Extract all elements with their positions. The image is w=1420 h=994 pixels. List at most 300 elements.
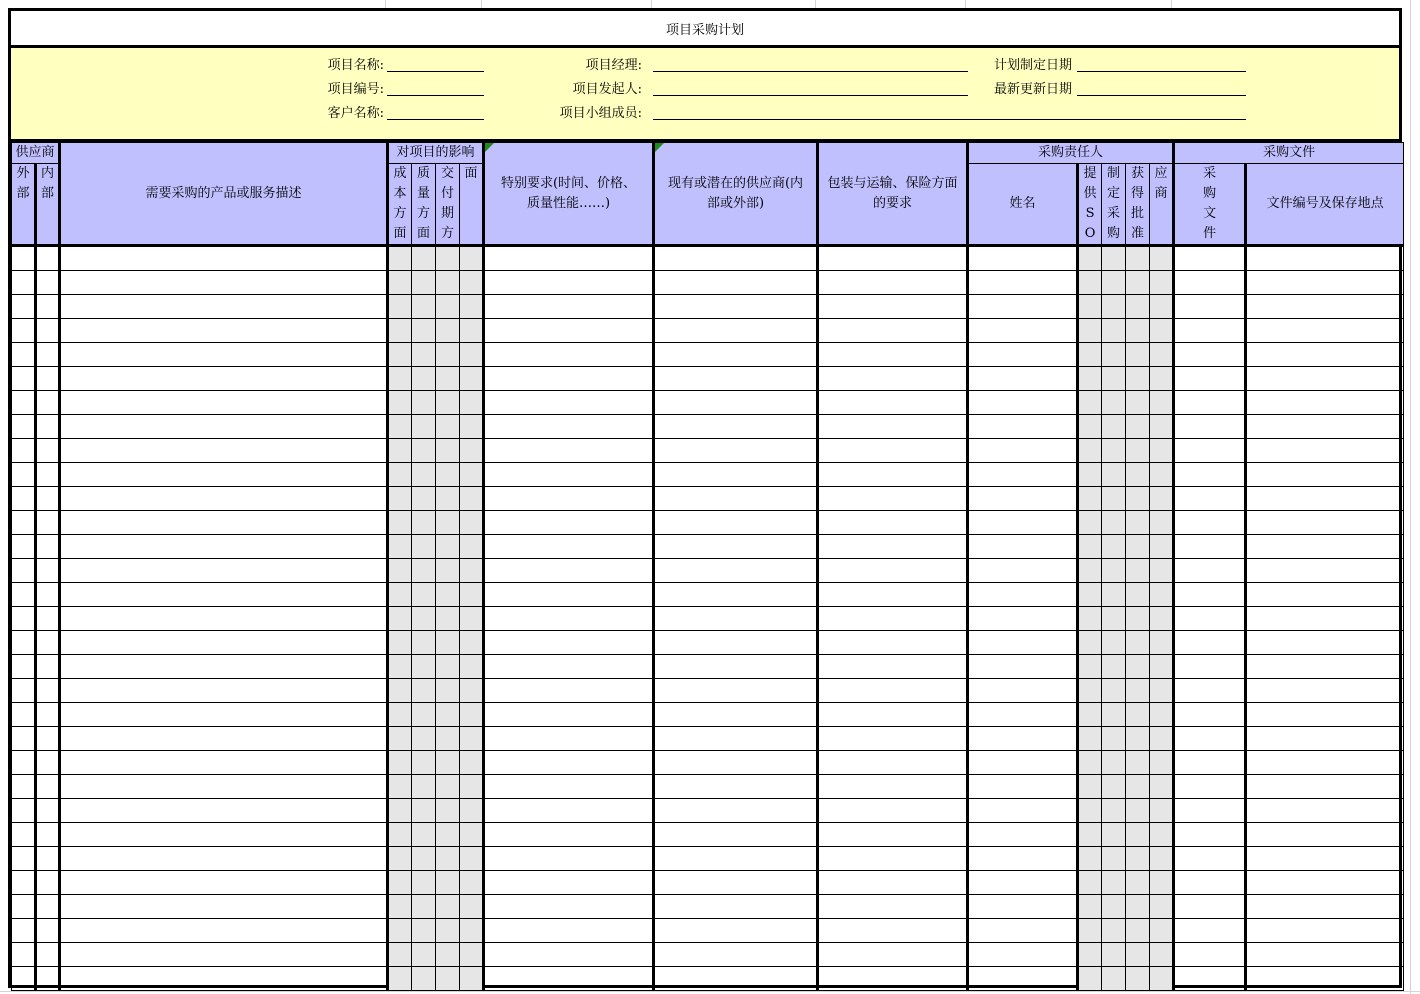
table-cell[interactable]: [1078, 607, 1102, 631]
table-cell[interactable]: [1102, 343, 1126, 367]
table-cell[interactable]: [388, 487, 412, 511]
table-cell[interactable]: [1102, 751, 1126, 775]
table-cell[interactable]: [436, 631, 460, 655]
table-cell[interactable]: [1126, 535, 1150, 559]
project-manager-field[interactable]: [653, 71, 968, 72]
table-cell[interactable]: [60, 823, 388, 847]
table-cell[interactable]: [1246, 343, 1404, 367]
table-cell[interactable]: [484, 631, 654, 655]
table-cell[interactable]: [484, 943, 654, 967]
table-cell[interactable]: [460, 271, 484, 295]
table-cell[interactable]: [436, 511, 460, 535]
table-cell[interactable]: [1150, 799, 1174, 823]
project-sponsor-field[interactable]: [653, 95, 968, 96]
table-cell[interactable]: [1150, 391, 1174, 415]
table-cell[interactable]: [654, 943, 818, 967]
table-cell[interactable]: [460, 967, 484, 991]
table-cell[interactable]: [1174, 391, 1246, 415]
table-cell[interactable]: [412, 943, 436, 967]
table-cell[interactable]: [968, 847, 1078, 871]
table-cell[interactable]: [1174, 295, 1246, 319]
table-cell[interactable]: [968, 703, 1078, 727]
table-cell[interactable]: [12, 439, 36, 463]
table-cell[interactable]: [1078, 343, 1102, 367]
table-cell[interactable]: [412, 343, 436, 367]
table-cell[interactable]: [436, 583, 460, 607]
table-cell[interactable]: [36, 511, 60, 535]
table-cell[interactable]: [412, 295, 436, 319]
table-cell[interactable]: [36, 871, 60, 895]
table-cell[interactable]: [1078, 631, 1102, 655]
table-cell[interactable]: [1078, 271, 1102, 295]
table-cell[interactable]: [12, 655, 36, 679]
table-cell[interactable]: [36, 919, 60, 943]
table-cell[interactable]: [968, 367, 1078, 391]
table-cell[interactable]: [968, 271, 1078, 295]
table-cell[interactable]: [12, 295, 36, 319]
table-cell[interactable]: [968, 607, 1078, 631]
table-cell[interactable]: [484, 295, 654, 319]
table-cell[interactable]: [1078, 727, 1102, 751]
table-cell[interactable]: [1150, 583, 1174, 607]
table-cell[interactable]: [1246, 391, 1404, 415]
table-cell[interactable]: [1246, 775, 1404, 799]
table-cell[interactable]: [1102, 919, 1126, 943]
table-cell[interactable]: [1246, 246, 1404, 271]
table-cell[interactable]: [436, 943, 460, 967]
table-cell[interactable]: [460, 631, 484, 655]
updated-date-field[interactable]: [1077, 95, 1246, 96]
table-cell[interactable]: [412, 391, 436, 415]
table-cell[interactable]: [1174, 823, 1246, 847]
table-cell[interactable]: [484, 967, 654, 991]
table-cell[interactable]: [1102, 535, 1126, 559]
table-cell[interactable]: [654, 847, 818, 871]
table-cell[interactable]: [1150, 631, 1174, 655]
table-cell[interactable]: [388, 271, 412, 295]
table-cell[interactable]: [412, 559, 436, 583]
table-cell[interactable]: [1102, 607, 1126, 631]
table-cell[interactable]: [436, 727, 460, 751]
table-cell[interactable]: [1126, 487, 1150, 511]
table-cell[interactable]: [654, 967, 818, 991]
table-cell[interactable]: [654, 463, 818, 487]
table-cell[interactable]: [388, 799, 412, 823]
table-cell[interactable]: [818, 655, 968, 679]
table-cell[interactable]: [460, 295, 484, 319]
table-cell[interactable]: [60, 415, 388, 439]
table-cell[interactable]: [484, 439, 654, 463]
table-cell[interactable]: [654, 535, 818, 559]
table-cell[interactable]: [60, 847, 388, 871]
table-cell[interactable]: [412, 967, 436, 991]
table-cell[interactable]: [60, 391, 388, 415]
table-cell[interactable]: [1174, 415, 1246, 439]
table-cell[interactable]: [1246, 583, 1404, 607]
table-cell[interactable]: [436, 967, 460, 991]
table-cell[interactable]: [1150, 271, 1174, 295]
project-name-field[interactable]: [387, 71, 484, 72]
table-cell[interactable]: [1246, 295, 1404, 319]
table-cell[interactable]: [1246, 799, 1404, 823]
table-cell[interactable]: [818, 847, 968, 871]
table-cell[interactable]: [1174, 559, 1246, 583]
table-cell[interactable]: [460, 246, 484, 271]
table-cell[interactable]: [412, 823, 436, 847]
table-cell[interactable]: [388, 559, 412, 583]
table-cell[interactable]: [1126, 319, 1150, 343]
table-cell[interactable]: [36, 343, 60, 367]
table-cell[interactable]: [484, 823, 654, 847]
table-cell[interactable]: [1102, 391, 1126, 415]
table-cell[interactable]: [36, 967, 60, 991]
table-cell[interactable]: [460, 751, 484, 775]
table-cell[interactable]: [484, 415, 654, 439]
table-cell[interactable]: [968, 391, 1078, 415]
table-cell[interactable]: [436, 655, 460, 679]
table-cell[interactable]: [412, 775, 436, 799]
table-cell[interactable]: [1102, 631, 1126, 655]
table-cell[interactable]: [1150, 967, 1174, 991]
table-cell[interactable]: [1246, 487, 1404, 511]
table-cell[interactable]: [484, 535, 654, 559]
table-cell[interactable]: [818, 367, 968, 391]
table-cell[interactable]: [36, 751, 60, 775]
table-cell[interactable]: [484, 871, 654, 895]
table-cell[interactable]: [1174, 895, 1246, 919]
table-cell[interactable]: [412, 799, 436, 823]
table-cell[interactable]: [1246, 679, 1404, 703]
table-cell[interactable]: [1246, 439, 1404, 463]
table-cell[interactable]: [60, 727, 388, 751]
table-cell[interactable]: [1078, 367, 1102, 391]
table-cell[interactable]: [460, 655, 484, 679]
table-cell[interactable]: [968, 655, 1078, 679]
table-cell[interactable]: [412, 535, 436, 559]
table-cell[interactable]: [36, 727, 60, 751]
table-cell[interactable]: [1150, 847, 1174, 871]
table-cell[interactable]: [1126, 559, 1150, 583]
table-cell[interactable]: [484, 847, 654, 871]
table-cell[interactable]: [1126, 415, 1150, 439]
table-cell[interactable]: [412, 847, 436, 871]
table-cell[interactable]: [1078, 295, 1102, 319]
table-cell[interactable]: [968, 319, 1078, 343]
table-cell[interactable]: [60, 439, 388, 463]
table-cell[interactable]: [654, 919, 818, 943]
table-cell[interactable]: [388, 655, 412, 679]
table-cell[interactable]: [484, 319, 654, 343]
table-cell[interactable]: [36, 535, 60, 559]
table-cell[interactable]: [818, 246, 968, 271]
table-cell[interactable]: [1126, 799, 1150, 823]
table-cell[interactable]: [460, 583, 484, 607]
table-cell[interactable]: [1174, 655, 1246, 679]
table-cell[interactable]: [36, 703, 60, 727]
table-cell[interactable]: [1102, 871, 1126, 895]
table-cell[interactable]: [818, 751, 968, 775]
table-cell[interactable]: [1150, 295, 1174, 319]
table-cell[interactable]: [1174, 607, 1246, 631]
table-cell[interactable]: [12, 967, 36, 991]
table-cell[interactable]: [1078, 751, 1102, 775]
table-cell[interactable]: [818, 607, 968, 631]
team-members-field[interactable]: [653, 119, 1246, 120]
table-cell[interactable]: [436, 535, 460, 559]
table-cell[interactable]: [484, 463, 654, 487]
table-cell[interactable]: [968, 559, 1078, 583]
table-cell[interactable]: [968, 583, 1078, 607]
table-cell[interactable]: [1174, 319, 1246, 343]
table-cell[interactable]: [436, 487, 460, 511]
table-cell[interactable]: [60, 559, 388, 583]
table-cell[interactable]: [654, 559, 818, 583]
table-cell[interactable]: [818, 463, 968, 487]
table-cell[interactable]: [1078, 799, 1102, 823]
table-cell[interactable]: [1150, 871, 1174, 895]
table-cell[interactable]: [484, 583, 654, 607]
table-cell[interactable]: [12, 847, 36, 871]
table-cell[interactable]: [1246, 895, 1404, 919]
table-cell[interactable]: [484, 727, 654, 751]
table-cell[interactable]: [1246, 655, 1404, 679]
table-cell[interactable]: [1246, 367, 1404, 391]
table-cell[interactable]: [1102, 487, 1126, 511]
table-cell[interactable]: [1174, 751, 1246, 775]
table-cell[interactable]: [1102, 271, 1126, 295]
table-cell[interactable]: [1078, 391, 1102, 415]
table-cell[interactable]: [654, 343, 818, 367]
table-cell[interactable]: [1102, 511, 1126, 535]
table-cell[interactable]: [436, 271, 460, 295]
table-cell[interactable]: [1078, 511, 1102, 535]
table-cell[interactable]: [460, 319, 484, 343]
table-cell[interactable]: [818, 631, 968, 655]
table-cell[interactable]: [1150, 823, 1174, 847]
table-cell[interactable]: [484, 919, 654, 943]
table-cell[interactable]: [36, 655, 60, 679]
table-cell[interactable]: [484, 775, 654, 799]
table-cell[interactable]: [12, 559, 36, 583]
table-cell[interactable]: [484, 679, 654, 703]
table-cell[interactable]: [654, 631, 818, 655]
table-cell[interactable]: [412, 703, 436, 727]
project-no-field[interactable]: [387, 95, 484, 96]
table-cell[interactable]: [60, 967, 388, 991]
table-cell[interactable]: [36, 823, 60, 847]
table-cell[interactable]: [968, 343, 1078, 367]
table-cell[interactable]: [1078, 967, 1102, 991]
table-cell[interactable]: [60, 343, 388, 367]
table-cell[interactable]: [60, 535, 388, 559]
table-cell[interactable]: [1174, 847, 1246, 871]
table-cell[interactable]: [60, 583, 388, 607]
table-cell[interactable]: [968, 511, 1078, 535]
table-cell[interactable]: [1126, 679, 1150, 703]
table-cell[interactable]: [1126, 775, 1150, 799]
table-cell[interactable]: [818, 535, 968, 559]
table-cell[interactable]: [1126, 871, 1150, 895]
table-cell[interactable]: [1078, 823, 1102, 847]
table-cell[interactable]: [818, 295, 968, 319]
table-cell[interactable]: [1174, 679, 1246, 703]
table-cell[interactable]: [36, 679, 60, 703]
table-cell[interactable]: [654, 655, 818, 679]
plan-date-field[interactable]: [1077, 71, 1246, 72]
table-cell[interactable]: [460, 391, 484, 415]
table-cell[interactable]: [654, 367, 818, 391]
table-cell[interactable]: [36, 271, 60, 295]
table-cell[interactable]: [412, 727, 436, 751]
table-cell[interactable]: [1150, 895, 1174, 919]
table-cell[interactable]: [36, 583, 60, 607]
table-cell[interactable]: [36, 943, 60, 967]
table-cell[interactable]: [1246, 967, 1404, 991]
table-cell[interactable]: [412, 463, 436, 487]
table-cell[interactable]: [60, 871, 388, 895]
table-cell[interactable]: [1150, 703, 1174, 727]
table-cell[interactable]: [1078, 463, 1102, 487]
table-cell[interactable]: [436, 246, 460, 271]
table-cell[interactable]: [36, 631, 60, 655]
table-cell[interactable]: [1102, 439, 1126, 463]
table-cell[interactable]: [60, 679, 388, 703]
table-cell[interactable]: [388, 367, 412, 391]
table-cell[interactable]: [60, 751, 388, 775]
table-cell[interactable]: [12, 871, 36, 895]
table-cell[interactable]: [1102, 895, 1126, 919]
table-cell[interactable]: [436, 319, 460, 343]
table-cell[interactable]: [1150, 679, 1174, 703]
table-cell[interactable]: [460, 463, 484, 487]
table-cell[interactable]: [60, 367, 388, 391]
table-cell[interactable]: [1102, 319, 1126, 343]
table-cell[interactable]: [1174, 535, 1246, 559]
table-cell[interactable]: [1126, 367, 1150, 391]
table-cell[interactable]: [460, 367, 484, 391]
table-cell[interactable]: [1126, 511, 1150, 535]
table-cell[interactable]: [12, 511, 36, 535]
table-cell[interactable]: [388, 391, 412, 415]
table-cell[interactable]: [968, 439, 1078, 463]
table-cell[interactable]: [1246, 727, 1404, 751]
table-cell[interactable]: [388, 703, 412, 727]
table-cell[interactable]: [1078, 559, 1102, 583]
table-cell[interactable]: [1126, 655, 1150, 679]
table-cell[interactable]: [1102, 943, 1126, 967]
table-cell[interactable]: [1150, 487, 1174, 511]
table-cell[interactable]: [388, 415, 412, 439]
table-cell[interactable]: [484, 391, 654, 415]
table-cell[interactable]: [436, 607, 460, 631]
table-cell[interactable]: [36, 799, 60, 823]
table-cell[interactable]: [12, 535, 36, 559]
table-cell[interactable]: [654, 391, 818, 415]
table-cell[interactable]: [436, 799, 460, 823]
table-cell[interactable]: [460, 343, 484, 367]
table-cell[interactable]: [654, 415, 818, 439]
table-cell[interactable]: [460, 823, 484, 847]
table-cell[interactable]: [60, 511, 388, 535]
table-cell[interactable]: [654, 583, 818, 607]
table-cell[interactable]: [1078, 847, 1102, 871]
table-cell[interactable]: [12, 823, 36, 847]
table-cell[interactable]: [1246, 559, 1404, 583]
table-cell[interactable]: [12, 799, 36, 823]
table-cell[interactable]: [36, 439, 60, 463]
table-cell[interactable]: [388, 607, 412, 631]
table-cell[interactable]: [60, 246, 388, 271]
table-cell[interactable]: [1174, 367, 1246, 391]
table-cell[interactable]: [968, 943, 1078, 967]
table-cell[interactable]: [412, 607, 436, 631]
table-cell[interactable]: [1126, 271, 1150, 295]
table-cell[interactable]: [1126, 847, 1150, 871]
table-cell[interactable]: [968, 823, 1078, 847]
table-cell[interactable]: [460, 559, 484, 583]
table-cell[interactable]: [12, 343, 36, 367]
table-cell[interactable]: [818, 559, 968, 583]
table-cell[interactable]: [968, 535, 1078, 559]
table-cell[interactable]: [12, 943, 36, 967]
table-cell[interactable]: [1078, 703, 1102, 727]
table-cell[interactable]: [1078, 655, 1102, 679]
table-cell[interactable]: [1150, 439, 1174, 463]
table-cell[interactable]: [388, 583, 412, 607]
table-cell[interactable]: [484, 487, 654, 511]
table-cell[interactable]: [1102, 967, 1126, 991]
table-cell[interactable]: [818, 343, 968, 367]
table-cell[interactable]: [12, 751, 36, 775]
table-cell[interactable]: [968, 871, 1078, 895]
table-cell[interactable]: [818, 703, 968, 727]
table-cell[interactable]: [1174, 463, 1246, 487]
table-cell[interactable]: [818, 439, 968, 463]
table-cell[interactable]: [1102, 727, 1126, 751]
table-cell[interactable]: [388, 535, 412, 559]
table-cell[interactable]: [12, 607, 36, 631]
table-cell[interactable]: [436, 895, 460, 919]
table-cell[interactable]: [60, 463, 388, 487]
table-cell[interactable]: [968, 727, 1078, 751]
table-cell[interactable]: [12, 367, 36, 391]
table-cell[interactable]: [1174, 439, 1246, 463]
table-cell[interactable]: [460, 943, 484, 967]
table-cell[interactable]: [60, 943, 388, 967]
table-cell[interactable]: [388, 847, 412, 871]
table-cell[interactable]: [412, 655, 436, 679]
table-cell[interactable]: [12, 919, 36, 943]
table-cell[interactable]: [436, 703, 460, 727]
table-cell[interactable]: [1174, 703, 1246, 727]
table-cell[interactable]: [460, 415, 484, 439]
table-cell[interactable]: [388, 295, 412, 319]
table-cell[interactable]: [436, 367, 460, 391]
table-cell[interactable]: [1246, 919, 1404, 943]
table-cell[interactable]: [654, 511, 818, 535]
table-cell[interactable]: [412, 895, 436, 919]
table-cell[interactable]: [484, 246, 654, 271]
table-cell[interactable]: [460, 871, 484, 895]
table-cell[interactable]: [1126, 607, 1150, 631]
table-cell[interactable]: [412, 751, 436, 775]
table-cell[interactable]: [12, 271, 36, 295]
table-cell[interactable]: [484, 799, 654, 823]
table-cell[interactable]: [436, 751, 460, 775]
table-cell[interactable]: [818, 319, 968, 343]
table-cell[interactable]: [388, 823, 412, 847]
table-cell[interactable]: [1246, 823, 1404, 847]
